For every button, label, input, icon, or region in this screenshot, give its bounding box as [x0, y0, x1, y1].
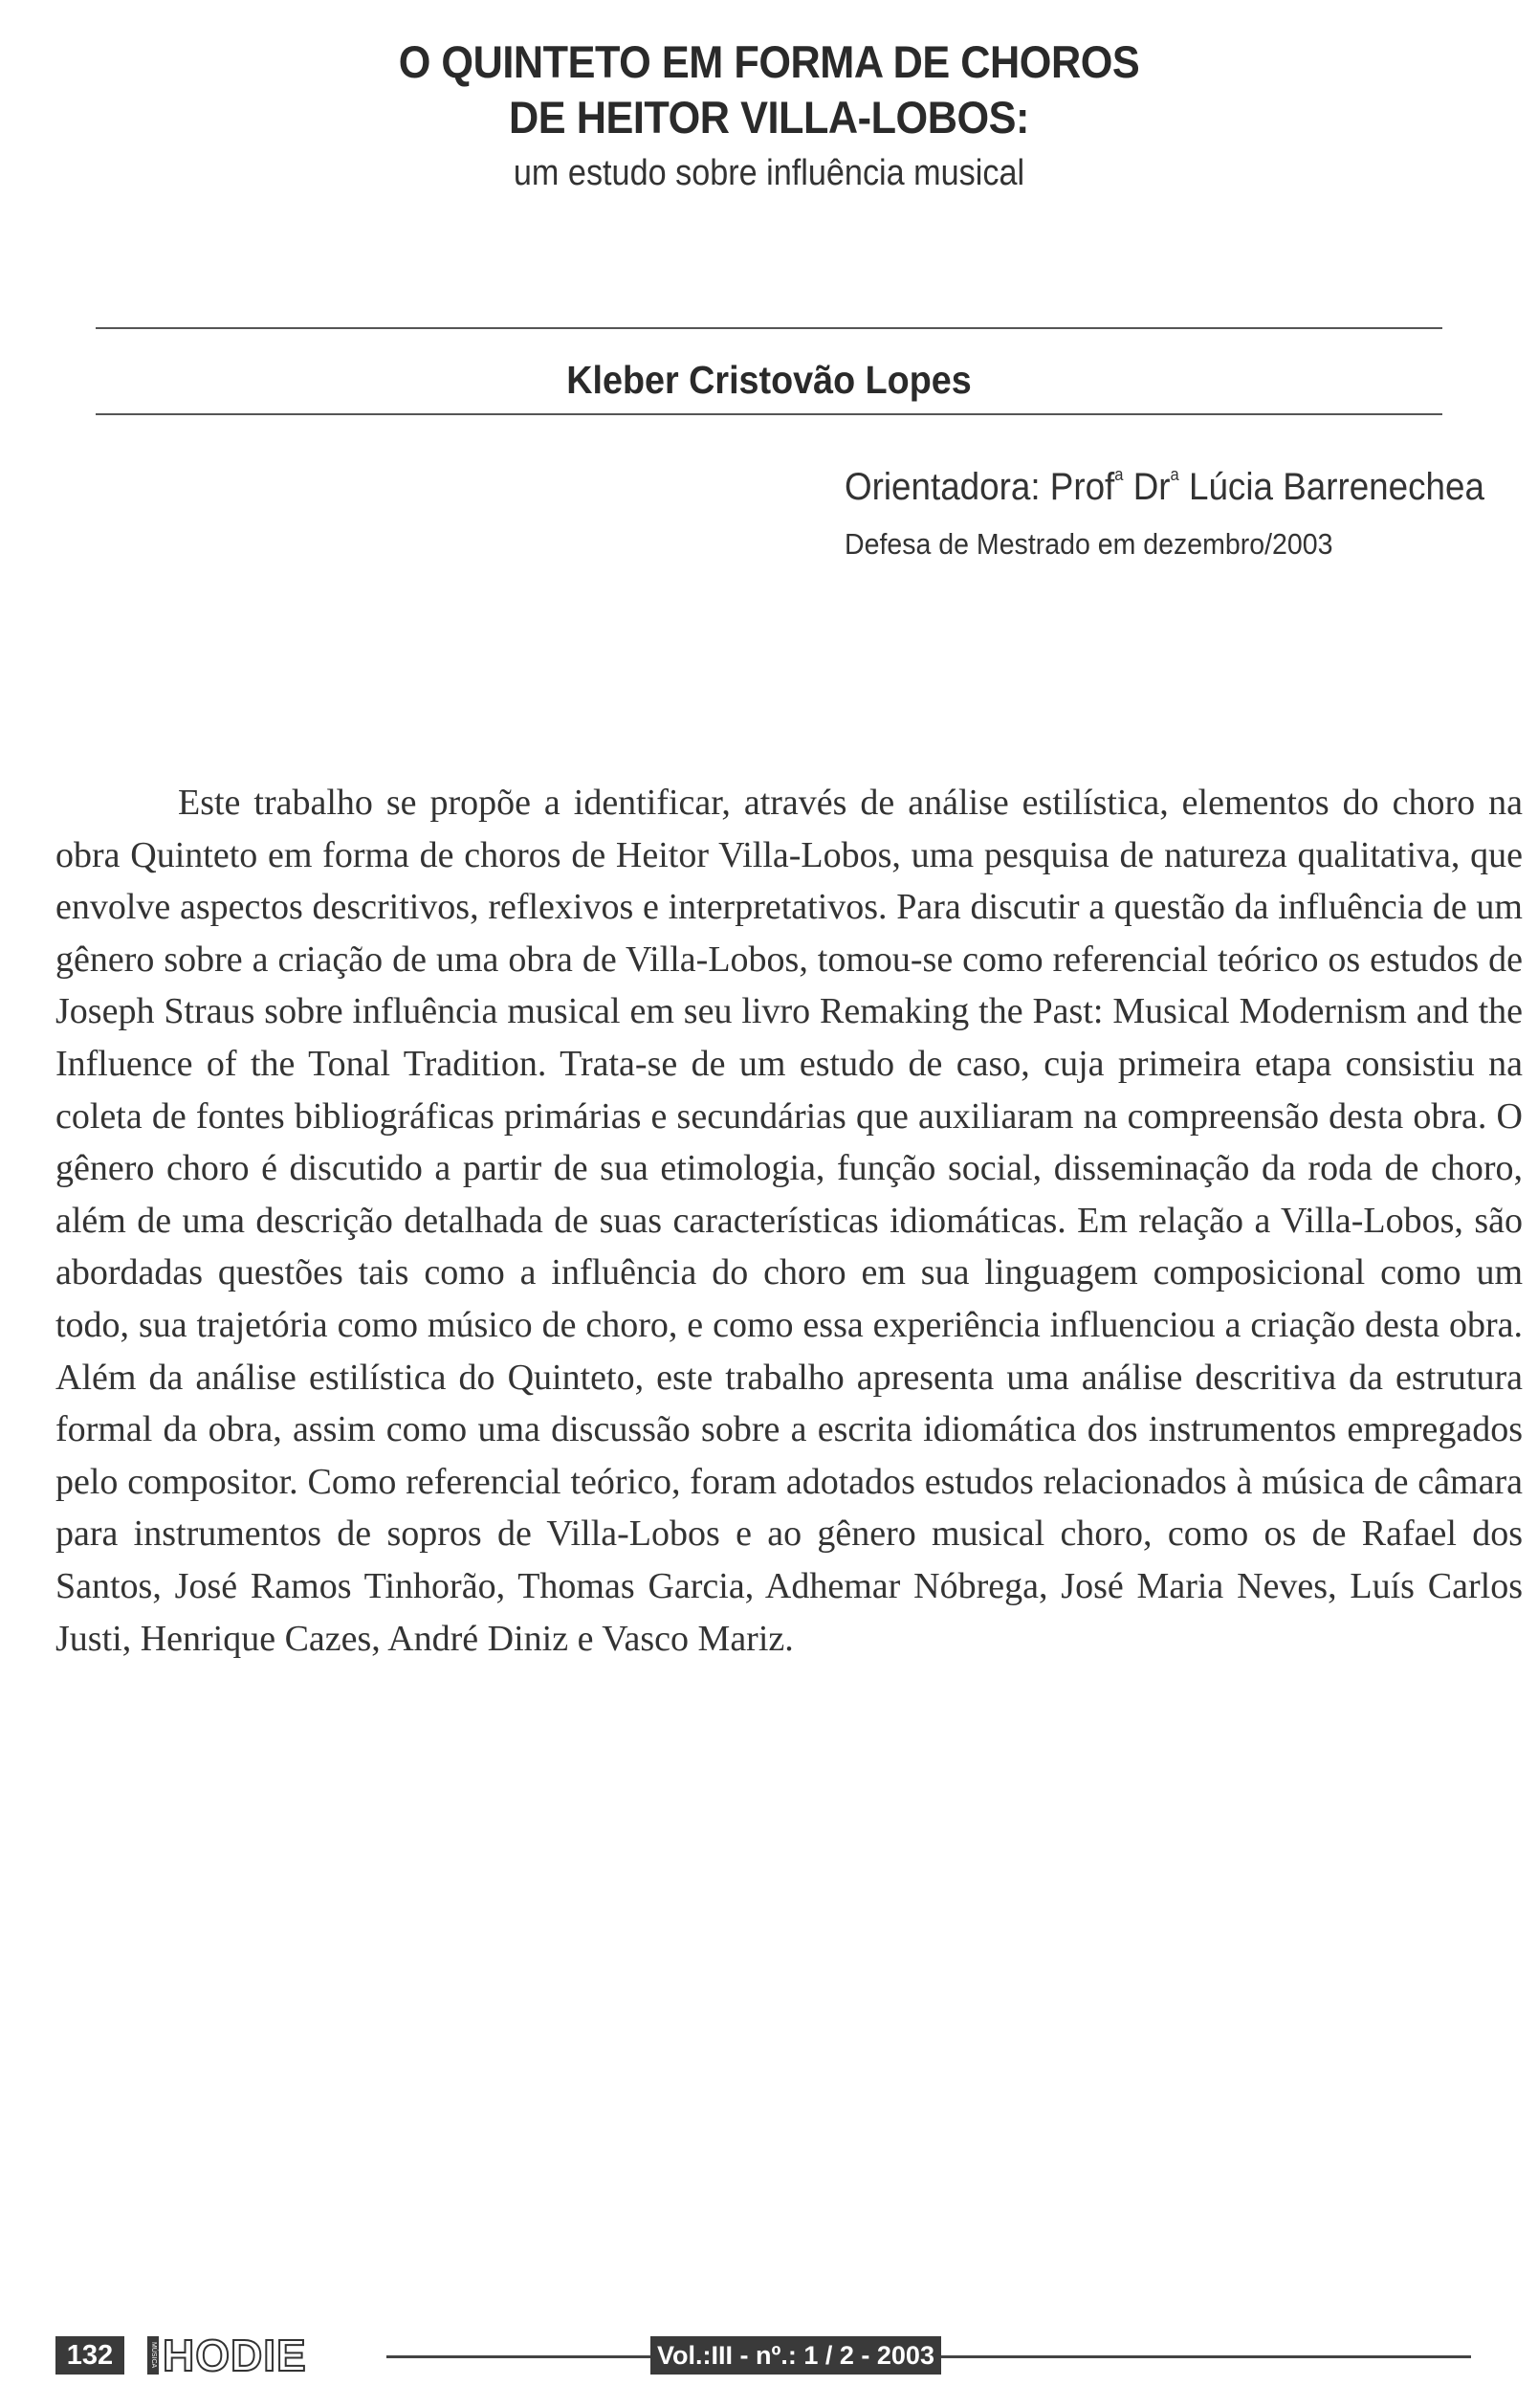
advisor-name: Lúcia Barrenechea	[1178, 466, 1484, 508]
advisor-sup-1: a	[1114, 465, 1124, 484]
title-line-2: DE HEITOR VILLA-LOBOS:	[508, 92, 1030, 143]
article-title	[61, 34, 1476, 145]
advisor-sup-2: a	[1170, 465, 1179, 484]
author-rule-bottom	[96, 413, 1442, 415]
article-subtitle: um estudo sobre influência musical	[513, 153, 1025, 193]
author-rule-top	[96, 327, 1442, 329]
logo-side-label: MÚSICA	[147, 2336, 159, 2375]
page-number: 132	[55, 2336, 124, 2375]
author-name: Kleber Cristovão Lopes	[566, 358, 972, 402]
logo-text: HODIE	[163, 2331, 307, 2380]
advisor-prefix: Orientadora: Prof	[845, 466, 1115, 508]
page-footer	[55, 2331, 1471, 2380]
title-line-1: O QUINTETO EM FORMA DE CHOROS	[398, 36, 1140, 87]
defense-info: Defesa de Mestrado em dezembro/2003	[845, 527, 1333, 561]
advisor-mid: Dr	[1123, 466, 1171, 508]
advisor-line	[845, 465, 1484, 509]
volume-label: Vol.:III - nº.: 1 / 2 - 2003	[650, 2336, 941, 2375]
abstract-paragraph: Este trabalho se propõe a identificar, através de análise estilística, elementos do choro na obra Quinteto em forma de choros de Heitor Villa-Lobos, uma pesquisa de natureza qualitativa, que envolve aspectos descritivos, reflexivos e interpretativos. Para discutir a questão da influência de um gênero sobre a criação de uma obra de Villa-Lobos, tomou-se como referencial teórico os estudos de Joseph Straus sobre influência musical em seu livro Remaking the Past: Musical Modernism and the Influence of the Tonal Tradition. Trata-se de um estudo de caso, cuja primeira etapa consistiu na coleta de fontes bibliográficas primárias e secundárias que auxiliaram na compreensão desta obra. O gênero choro é discutido a partir de sua etimologia, função social, disseminação da roda de choro, além de uma descrição detalhada de suas características idiomáticas. Em relação a Villa-Lobos, são abordadas questões tais como a influência do choro em sua linguagem composicional como um todo, sua trajetória como músico de choro, e como essa experiência influenciou a criação desta obra. Além da análise estilística do Quinteto, este trabalho apresenta uma análise descritiva da estrutura formal da obra, assim como uma discussão sobre a escrita idiomática dos instrumentos empregados pelo compositor. Como referencial teórico, foram adotados estudos relacionados à música de câmara para instrumentos de sopros de Villa-Lobos e ao gênero musical choro, como os de Rafael dos Santos, José Ramos Tinhorão, Thomas Garcia, Adhemar Nóbrega, José Maria Neves, Luís Carlos Justi, Henrique Cazes, André Diniz e Vasco Mariz.	[55, 783, 1523, 1659]
journal-logo	[147, 2331, 386, 2380]
